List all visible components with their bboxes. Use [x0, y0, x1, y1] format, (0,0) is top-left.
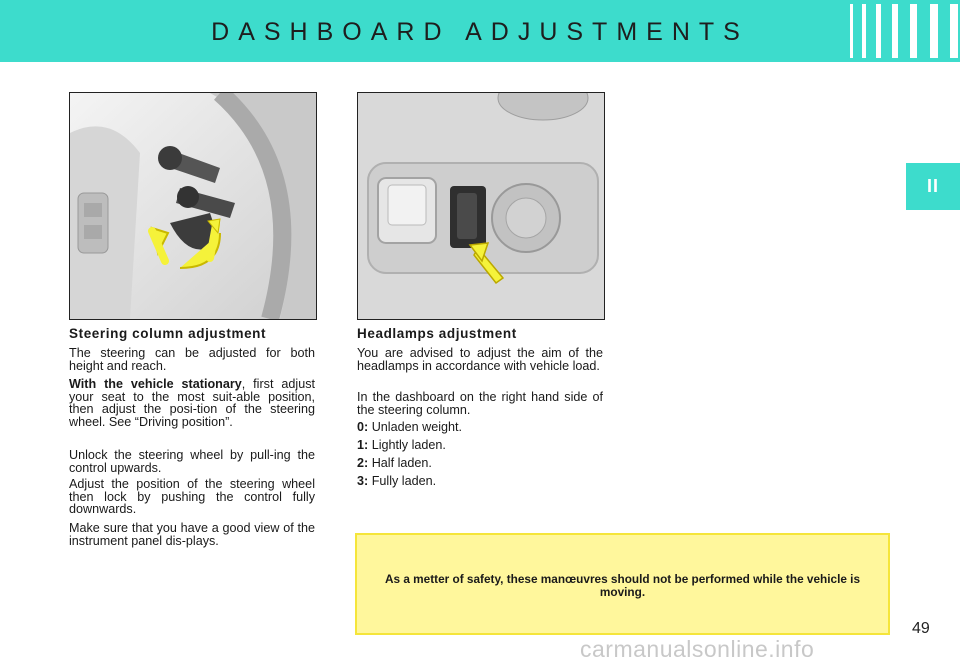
stationary-emphasis: With the vehicle stationary	[69, 377, 242, 391]
watermark: carmanualsonline.info	[580, 636, 815, 662]
steering-section-title: Steering column adjustment	[69, 326, 267, 341]
headlamps-paragraph-2: In the dashboard on the right hand side of the steering column.	[357, 390, 603, 417]
load-level-text: Unladen weight.	[371, 420, 463, 434]
load-level-key: 3:	[357, 474, 369, 488]
load-level-item	[357, 474, 436, 488]
steering-paragraph-3: Unlock the steering wheel by pull-ing the control upwards.	[69, 448, 315, 475]
steering-paragraph-1: The steering can be adjusted for both height and reach.	[69, 346, 315, 373]
load-level-text: Fully laden.	[371, 474, 437, 488]
load-level-key: 2:	[357, 456, 369, 470]
chapter-tab: II	[906, 163, 960, 210]
headlamp-adjustment-dial-photo-icon	[358, 93, 604, 319]
page-title: DASHBOARD ADJUSTMENTS	[211, 18, 749, 46]
headlamps-section-title: Headlamps adjustment	[357, 326, 517, 341]
load-level-item	[357, 420, 462, 434]
load-level-item	[357, 438, 446, 452]
safety-warning-box	[355, 533, 890, 635]
steering-column-figure	[69, 92, 317, 320]
load-level-key: 1:	[357, 438, 369, 452]
load-level-item	[357, 456, 432, 470]
load-level-text: Lightly laden.	[371, 438, 446, 452]
safety-warning-text: As a metter of safety, these manœuvres should not be performed while the vehicle is moving.	[384, 572, 861, 599]
steering-paragraph-2-rest: , first adjust your seat to the most suit-able position, then adjust the posi-tion of the steering wheel. See “Driving position”.	[69, 377, 316, 429]
headlamp-adjustment-figure	[357, 92, 605, 320]
headlamps-paragraph-1: You are advised to adjust the aim of the headlamps in accordance with vehicle load.	[357, 346, 603, 373]
page-number: 49	[912, 620, 930, 637]
load-level-text: Half laden.	[371, 456, 432, 470]
load-level-key: 0:	[357, 420, 369, 434]
steering-paragraph-2	[69, 378, 315, 428]
steering-paragraph-4: Adjust the position of the steering wheel then lock by pushing the control fully downwards.	[69, 477, 315, 516]
steering-paragraph-5: Make sure that you have a good view of the instrument panel dis-plays.	[69, 521, 315, 548]
page-header	[0, 0, 960, 62]
steering-column-lever-photo-icon	[70, 93, 316, 319]
